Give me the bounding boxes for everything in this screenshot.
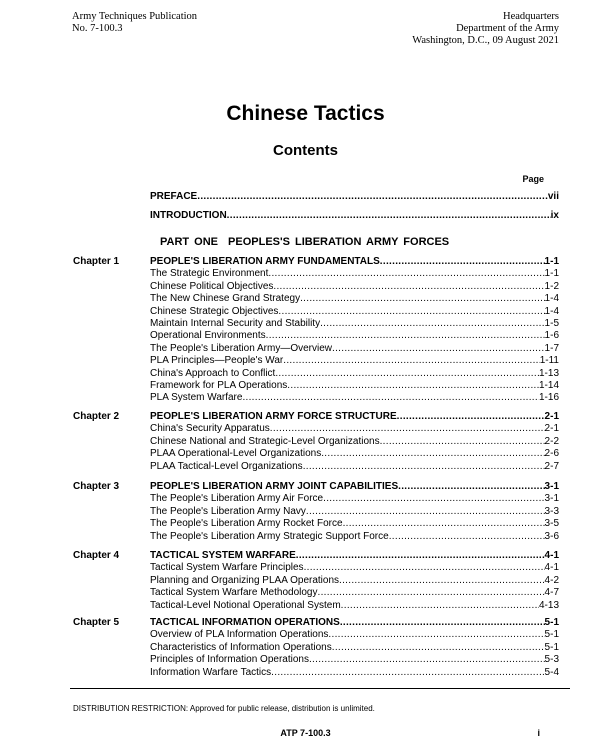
toc-entry-page: 5-1 <box>544 617 559 628</box>
toc-entry-title: The People's Liberation Army Navy <box>150 505 306 517</box>
page-column-label: Page <box>522 174 544 184</box>
toc-entry-page: 5-4 <box>544 666 559 678</box>
toc-entry-title: Information Warfare Tactics <box>150 666 272 678</box>
chapter-title-row[interactable] <box>150 617 559 629</box>
section-row[interactable] <box>150 461 559 473</box>
toc-entry-page: 1-5 <box>544 318 559 329</box>
issuing-authority <box>412 11 559 47</box>
dot-leader <box>321 448 544 460</box>
toc-entry-title: China's Approach to Conflict <box>150 367 276 379</box>
section-row[interactable] <box>150 436 559 448</box>
toc-entry-title: Planning and Organizing PLAA Operations <box>150 574 340 586</box>
toc-entry-page: 5-3 <box>544 654 559 666</box>
toc-entry-title: Principles of Information Operations <box>150 654 309 666</box>
toc-entry-page: 4-13 <box>538 599 559 611</box>
toc-entry-title: Maintain Internal Security and Stability <box>150 318 321 329</box>
part-title: PEOPLES'S LIBERATION ARMY FORCES <box>228 236 450 248</box>
toc-entry-title: Overview of PLA Information Operations <box>150 629 329 641</box>
dot-leader <box>320 318 544 330</box>
chapter-title-row[interactable] <box>150 411 559 423</box>
section-row[interactable] <box>150 531 559 543</box>
toc-entry-title: Chinese Political Objectives <box>150 280 274 292</box>
footer-divider <box>70 688 570 689</box>
toc-entry-page: 1-16 <box>538 392 559 404</box>
toc-entry-title: PEOPLE'S LIBERATION ARMY FORCE STRUCTURE <box>150 411 397 422</box>
document-title: Chinese Tactics <box>226 102 385 125</box>
toc-entry-page: 2-6 <box>544 448 559 460</box>
section-row[interactable] <box>150 629 559 641</box>
toc-entry-title: INTRODUCTION <box>150 210 227 221</box>
toc-entry-page: 4-7 <box>544 587 559 599</box>
section-row[interactable] <box>150 380 559 392</box>
dot-leader <box>332 642 545 654</box>
chapter-label: Chapter 1 <box>73 256 120 267</box>
part-heading <box>160 236 449 248</box>
toc-entry-title: PLA System Warfare <box>150 392 243 404</box>
section-row[interactable] <box>150 518 559 530</box>
chapter-label: Chapter 2 <box>73 411 120 422</box>
dot-leader <box>339 575 545 587</box>
dot-leader <box>275 368 539 380</box>
dot-leader <box>341 600 539 612</box>
toc-entry-title: PLAA Tactical-Level Organizations <box>150 460 303 472</box>
dot-leader <box>397 411 545 423</box>
toc-entry-title: Operational Environments <box>150 330 266 342</box>
toc-entry-title: Characteristics of Information Operations <box>150 641 332 653</box>
dot-leader <box>273 281 544 293</box>
toc-entry-page: 3-1 <box>544 493 559 505</box>
toc-entry-page: 3-5 <box>544 518 559 530</box>
toc-entry-page: 1-4 <box>544 305 559 317</box>
dot-leader <box>306 506 545 518</box>
authority-line-3: Washington, D.C., 09 August 2021 <box>412 35 559 46</box>
section-row[interactable] <box>150 281 559 293</box>
dot-leader <box>340 617 545 629</box>
toc-entry-page: 3-1 <box>544 481 559 492</box>
dot-leader <box>332 343 545 355</box>
dot-leader <box>303 461 545 473</box>
toc-entry-page: 5-1 <box>544 641 559 653</box>
toc-entry-preface[interactable] <box>150 191 559 203</box>
toc-entry-title: Tactical System Warfare Principles <box>150 562 304 574</box>
toc-entry-title: PEOPLE'S LIBERATION ARMY FUNDAMENTALS <box>150 256 380 267</box>
dot-leader <box>380 436 545 448</box>
toc-entry-title: PLAA Operational-Level Organizations <box>150 448 322 460</box>
toc-entry-page: 1-1 <box>544 256 559 267</box>
part-label: PART ONE <box>160 236 219 248</box>
dot-leader <box>304 562 545 574</box>
section-row[interactable] <box>150 392 559 404</box>
dot-leader <box>380 256 545 268</box>
chapter-title-row[interactable] <box>150 256 559 268</box>
chapter-label: Chapter 5 <box>73 617 120 628</box>
dot-leader <box>283 355 539 367</box>
section-row[interactable] <box>150 306 559 318</box>
toc-entry-page: 1-6 <box>544 330 559 342</box>
dot-leader <box>227 210 551 222</box>
section-row[interactable] <box>150 642 559 654</box>
toc-entry-title: The People's Liberation Army Rocket Force <box>150 518 343 530</box>
dot-leader <box>317 587 544 599</box>
toc-entry-title: Framework for PLA Operations <box>150 380 288 391</box>
footer-page-number: i <box>537 728 540 738</box>
toc-entry-page: 1-7 <box>544 342 559 354</box>
section-row[interactable] <box>150 368 559 380</box>
toc-entry-title: Chinese National and Strategic-Level Organizations <box>150 435 380 447</box>
section-row[interactable] <box>150 654 559 666</box>
chapter-title-row[interactable] <box>150 550 559 562</box>
section-row[interactable] <box>150 330 559 342</box>
toc-entry-page: 4-1 <box>544 550 559 561</box>
chapter-label: Chapter 3 <box>73 481 120 492</box>
section-row[interactable] <box>150 506 559 518</box>
dot-leader <box>197 191 548 203</box>
publication-number: No. 7-100.3 <box>72 23 123 34</box>
section-row[interactable] <box>150 318 559 330</box>
dot-leader <box>266 330 545 342</box>
toc-entry-title: Tactical System Warfare Methodology <box>150 587 318 599</box>
section-row[interactable] <box>150 355 559 367</box>
toc-entry-title: The Strategic Environment <box>150 268 269 280</box>
toc-entry-title: PEOPLE'S LIBERATION ARMY JOINT CAPABILITIES <box>150 481 399 492</box>
footer-publication-id: ATP 7-100.3 <box>280 728 331 738</box>
toc-entry-title: China's Security Apparatus <box>150 423 270 435</box>
toc-entry-page: 1-1 <box>544 268 559 280</box>
toc-entry-page: 5-1 <box>544 629 559 641</box>
toc-entry-page: 2-1 <box>544 411 559 422</box>
section-row[interactable] <box>150 448 559 460</box>
toc-entry-introduction[interactable] <box>150 210 559 222</box>
publication-header <box>72 11 197 35</box>
toc-entry-page: 3-3 <box>544 505 559 517</box>
toc-entry-page: 1-2 <box>544 280 559 292</box>
toc-entry-page: 1-14 <box>538 380 559 391</box>
authority-line-1: Headquarters <box>503 11 559 22</box>
toc-entry-title: The People's Liberation Army Strategic Support Force <box>150 530 389 542</box>
dot-leader <box>323 493 544 505</box>
dot-leader <box>271 667 544 679</box>
dot-leader <box>287 380 539 392</box>
dot-leader <box>309 654 545 666</box>
toc-entry-page: 2-7 <box>544 460 559 472</box>
toc-entry-page: 4-2 <box>544 574 559 586</box>
toc-entry-page: 1-13 <box>538 367 559 379</box>
toc-entry-page: 1-11 <box>539 355 559 367</box>
toc-entry-page: ix <box>550 210 559 221</box>
dot-leader <box>278 306 544 318</box>
toc-entry-title: The People's Liberation Army Air Force <box>150 493 324 505</box>
toc-entry-page: 2-1 <box>544 423 559 435</box>
toc-entry-title: The New Chinese Grand Strategy <box>150 293 301 305</box>
chapter-title-row[interactable] <box>150 481 559 493</box>
dot-leader <box>389 531 545 543</box>
toc-entry-page: 3-6 <box>544 530 559 542</box>
section-row[interactable] <box>150 423 559 435</box>
toc-entry-title: PREFACE <box>150 191 198 202</box>
section-row[interactable] <box>150 667 559 679</box>
toc-entry-page: 4-1 <box>544 562 559 574</box>
section-row[interactable] <box>150 268 559 280</box>
toc-entry-page: 2-2 <box>544 435 559 447</box>
contents-heading: Contents <box>273 142 338 159</box>
dot-leader <box>398 481 544 493</box>
toc-entry-page: 1-4 <box>544 293 559 305</box>
distribution-restriction: DISTRIBUTION RESTRICTION: Approved for public release, distribution is unlimited. <box>73 704 375 713</box>
toc-entry-title: TACTICAL INFORMATION OPERATIONS <box>150 617 340 628</box>
toc-entry-title: The People's Liberation Army—Overview <box>150 342 332 354</box>
section-row[interactable] <box>150 343 559 355</box>
section-row[interactable] <box>150 293 559 305</box>
publication-type: Army Techniques Publication <box>72 11 198 22</box>
section-row[interactable] <box>150 493 559 505</box>
section-row[interactable] <box>150 600 559 612</box>
dot-leader <box>296 550 545 562</box>
toc-entry-title: Tactical-Level Notional Operational System <box>150 599 341 611</box>
dot-leader <box>343 518 545 530</box>
toc-entry-page: vii <box>547 191 559 202</box>
section-row[interactable] <box>150 575 559 587</box>
section-row[interactable] <box>150 587 559 599</box>
section-row[interactable] <box>150 562 559 574</box>
toc-entry-title: Chinese Strategic Objectives <box>150 305 279 317</box>
chapter-label: Chapter 4 <box>73 550 120 561</box>
toc-entry-title: TACTICAL SYSTEM WARFARE <box>150 550 296 561</box>
authority-line-2: Department of the Army <box>456 23 559 34</box>
dot-leader <box>268 268 544 280</box>
dot-leader <box>242 392 539 404</box>
toc-entry-title: PLA Principles—People's War <box>150 355 284 367</box>
dot-leader <box>300 293 544 305</box>
dot-leader <box>270 423 545 435</box>
dot-leader <box>328 629 544 641</box>
